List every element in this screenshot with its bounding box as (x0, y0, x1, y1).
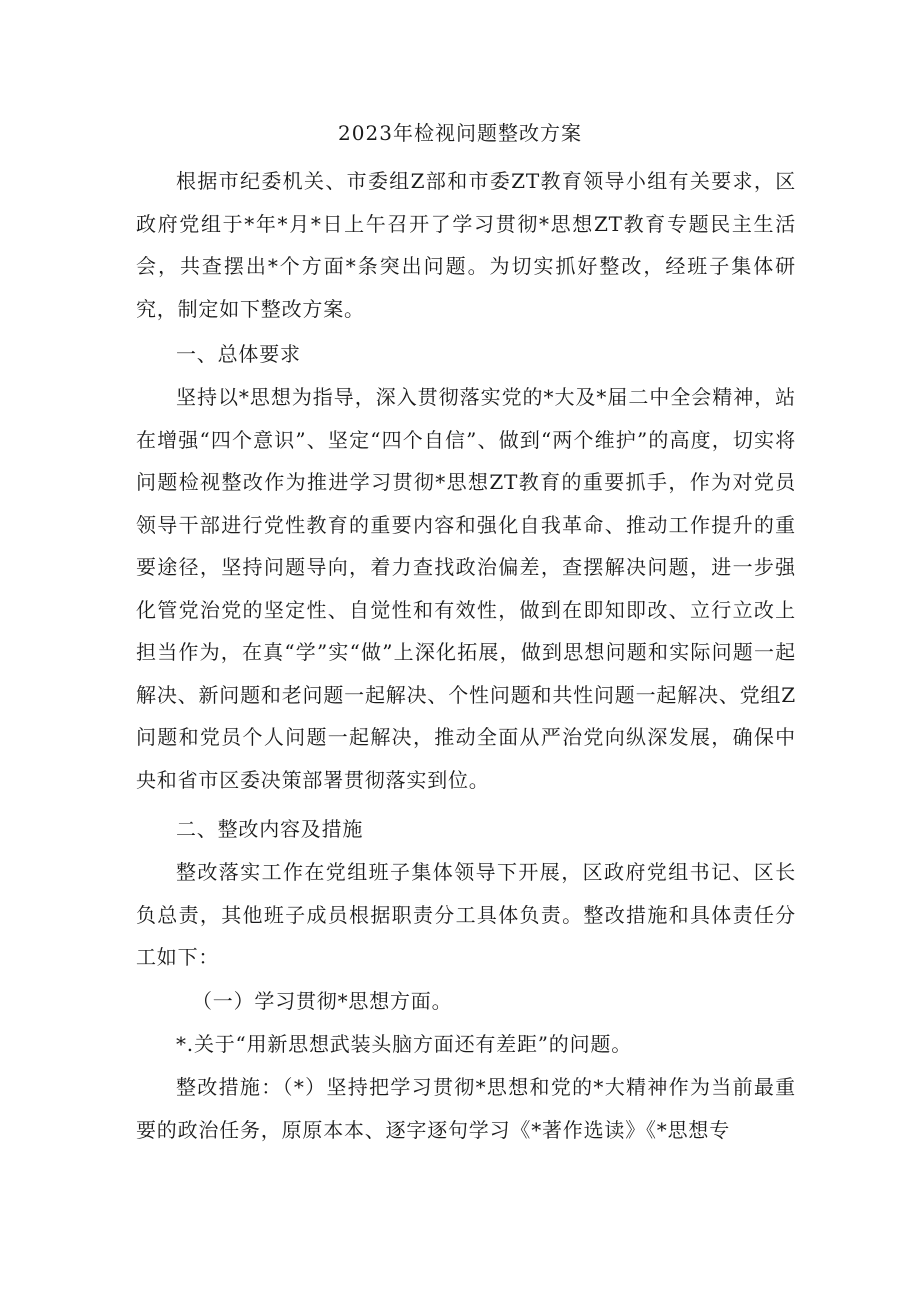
section-heading-general-requirements: 一、总体要求 (176, 342, 301, 366)
document-title: 2023年检视问题整改方案 (338, 121, 582, 145)
section-heading-rectification: 二、整改内容及措施 (176, 817, 364, 841)
issue-item: *.关于“用新思想武装头脑方面还有差距”的问题。 (176, 1032, 633, 1056)
intro-paragraph: 根据市纪委机关、市委组Z部和市委ZT教育领导小组有关要求，区政府党组于*年*月*日上午召开了学习贯彻*思想ZT教育专题民主生活会，共查摆出*个方面*条突出问题。为切实抓好整改，经班子集体研究，制定如下整改方案。 (136, 169, 796, 321)
general-requirements-paragraph: 坚持以*思想为指导，深入贯彻落实党的*大及*届二中全会精神，站在增强“四个意识”、坚定“四个自信”、做到“两个维护”的高度，切实将问题检视整改作为推进学习贯彻*思想ZT教育的重要抓手，作为对党员领导干部进行党性教育的重要内容和强化自我革命、推动工作提升的重要途径，坚持问题导向，着力查找政治偏差，查摆解决问题，进一步强化管党治党的坚定性、自觉性和有效性，做到在即知即改、立行立改上担当作为，在真“学”实“做”上深化拓展，做到思想问题和实际问题一起解决、新问题和老问题一起解决、个性问题和共性问题一起解决、党组Z问题和党员个人问题一起解决，推动全面从严治党向纵深发展，确保中央和省市区委决策部署贯彻落实到位。 (136, 385, 796, 792)
rectification-paragraph: 整改落实工作在党组班子集体领导下开展，区政府党组书记、区长负总责，其他班子成员根据职责分工具体负责。整改措施和具体责任分工如下： (136, 860, 796, 969)
subsection-heading-study: （一）学习贯彻*思想方面。 (192, 989, 453, 1013)
measures-paragraph: 整改措施：（*）坚持把学习贯彻*思想和党的*大精神作为当前最重要的政治任务，原原本本、逐字逐句学习《*著作选读》《*思想专 (136, 1075, 796, 1142)
